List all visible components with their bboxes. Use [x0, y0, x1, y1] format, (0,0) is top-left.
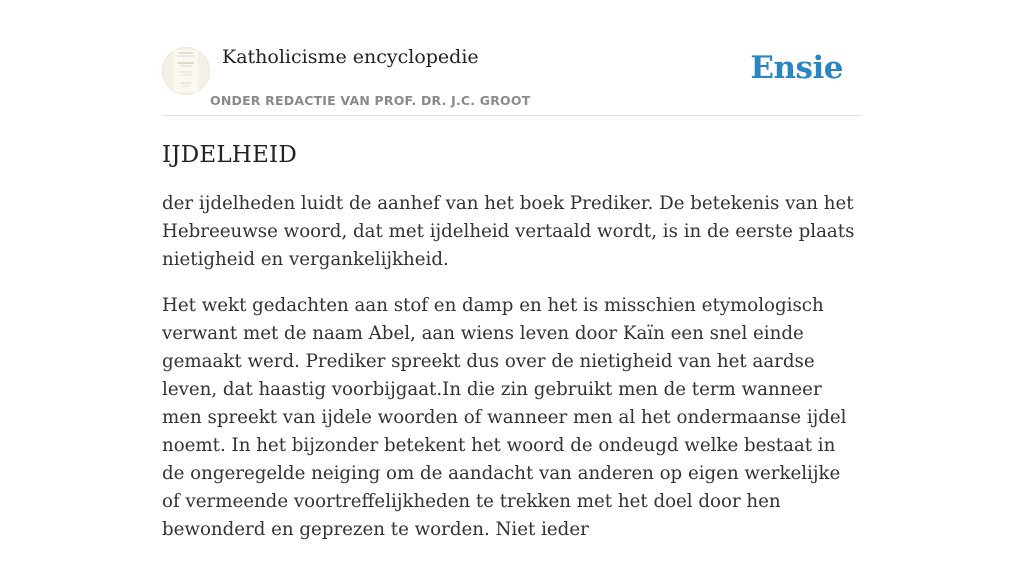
book-cover-icon[interactable]: [162, 47, 210, 95]
content-column: [162, 0, 862, 562]
article-paragraph: der ijdelheden luidt de aanhef van het boek Prediker. De betekenis van het Hebreeuwse woord, dat met ijdelheid vertaald wordt, is in de eerste plaats nietigheid en vergankelijkheid.: [162, 193, 855, 270]
brand-logo[interactable]: Ensie: [750, 50, 843, 86]
site-title[interactable]: Katholicisme encyclopedie: [222, 46, 479, 68]
article-title: IJDELHEID: [162, 142, 297, 168]
article-body: [162, 190, 862, 544]
header: [162, 0, 862, 116]
article-paragraph: Het wekt gedachten aan stof en damp en het is misschien etymologisch verwant met de naam Abel, aan wiens leven door Kaïn een snel einde gemaakt werd. Prediker spreekt dus over de nietigheid van het aardse leven, dat haastig voorbijgaat.In die zin gebruikt men de term wanneer men spreekt van ijdele woorden of wanneer men al het ondermaanse ijdel noemt. In het bijzonder betekent het woord de ondeugd welke bestaat in de ongeregelde neiging om de aandacht van anderen op eigen werkelijke of vermeende voortreffelijkheden te trekken met het doel door hen bewonderd en geprezen te worden. Niet ieder: [162, 295, 847, 540]
site-subtitle: ONDER REDACTIE VAN PROF. DR. J.C. GROOT: [210, 93, 531, 108]
